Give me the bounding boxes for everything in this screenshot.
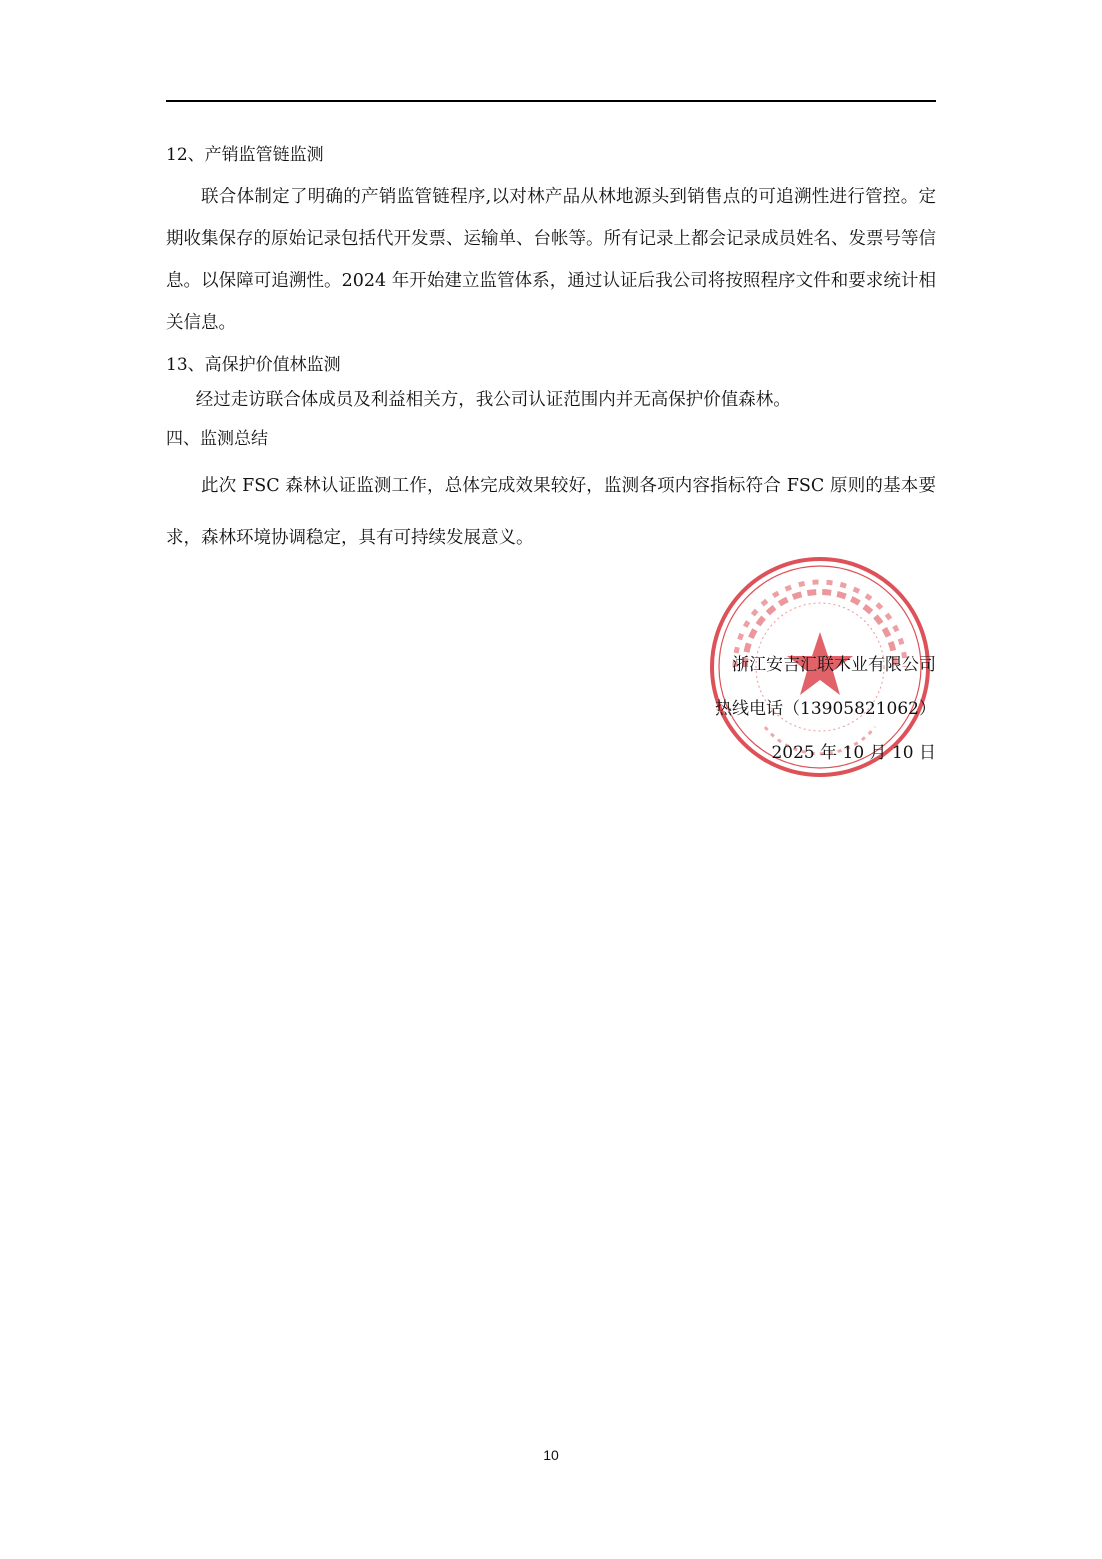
signature-date: 2025 年 10 月 10 日 [771, 743, 936, 763]
section-heading-summary: 四、监测总结 [166, 429, 268, 449]
section-paragraph-summary: 此次 FSC 森林认证监测工作，总体完成效果较好，监测各项内容指标符合 FSC 原则的基本要求，森林环境协调稳定，具有可持续发展意义。 [166, 476, 936, 548]
section-paragraph-13: 经过走访联合体成员及利益相关方，我公司认证范围内并无高保护价值森林。 [195, 390, 791, 410]
section-paragraph-12: 联合体制定了明确的产销监管链程序,以对林产品从林地源头到销售点的可追溯性进行管控。定期收集保存的原始记录包括代开发票、运输单、台帐等。所有记录上都会记录成员姓名、发票号等信息。以保障可追溯性。2024 年开始建立监管体系，通过认证后我公司将按照程序文件和要求统计相关信息。 [166, 187, 936, 333]
signature-block [715, 643, 936, 775]
section-heading-13: 13、高保护价值林监测 [166, 355, 341, 375]
section-heading-12: 12、产销监管链监测 [166, 145, 324, 165]
page-number: 10 [543, 1447, 559, 1463]
signature-company: 浙江安吉汇联木业有限公司 [732, 655, 936, 675]
header-rule [166, 100, 936, 102]
signature-hotline: 热线电话（13905821062） [715, 699, 936, 719]
document-body [166, 138, 936, 564]
